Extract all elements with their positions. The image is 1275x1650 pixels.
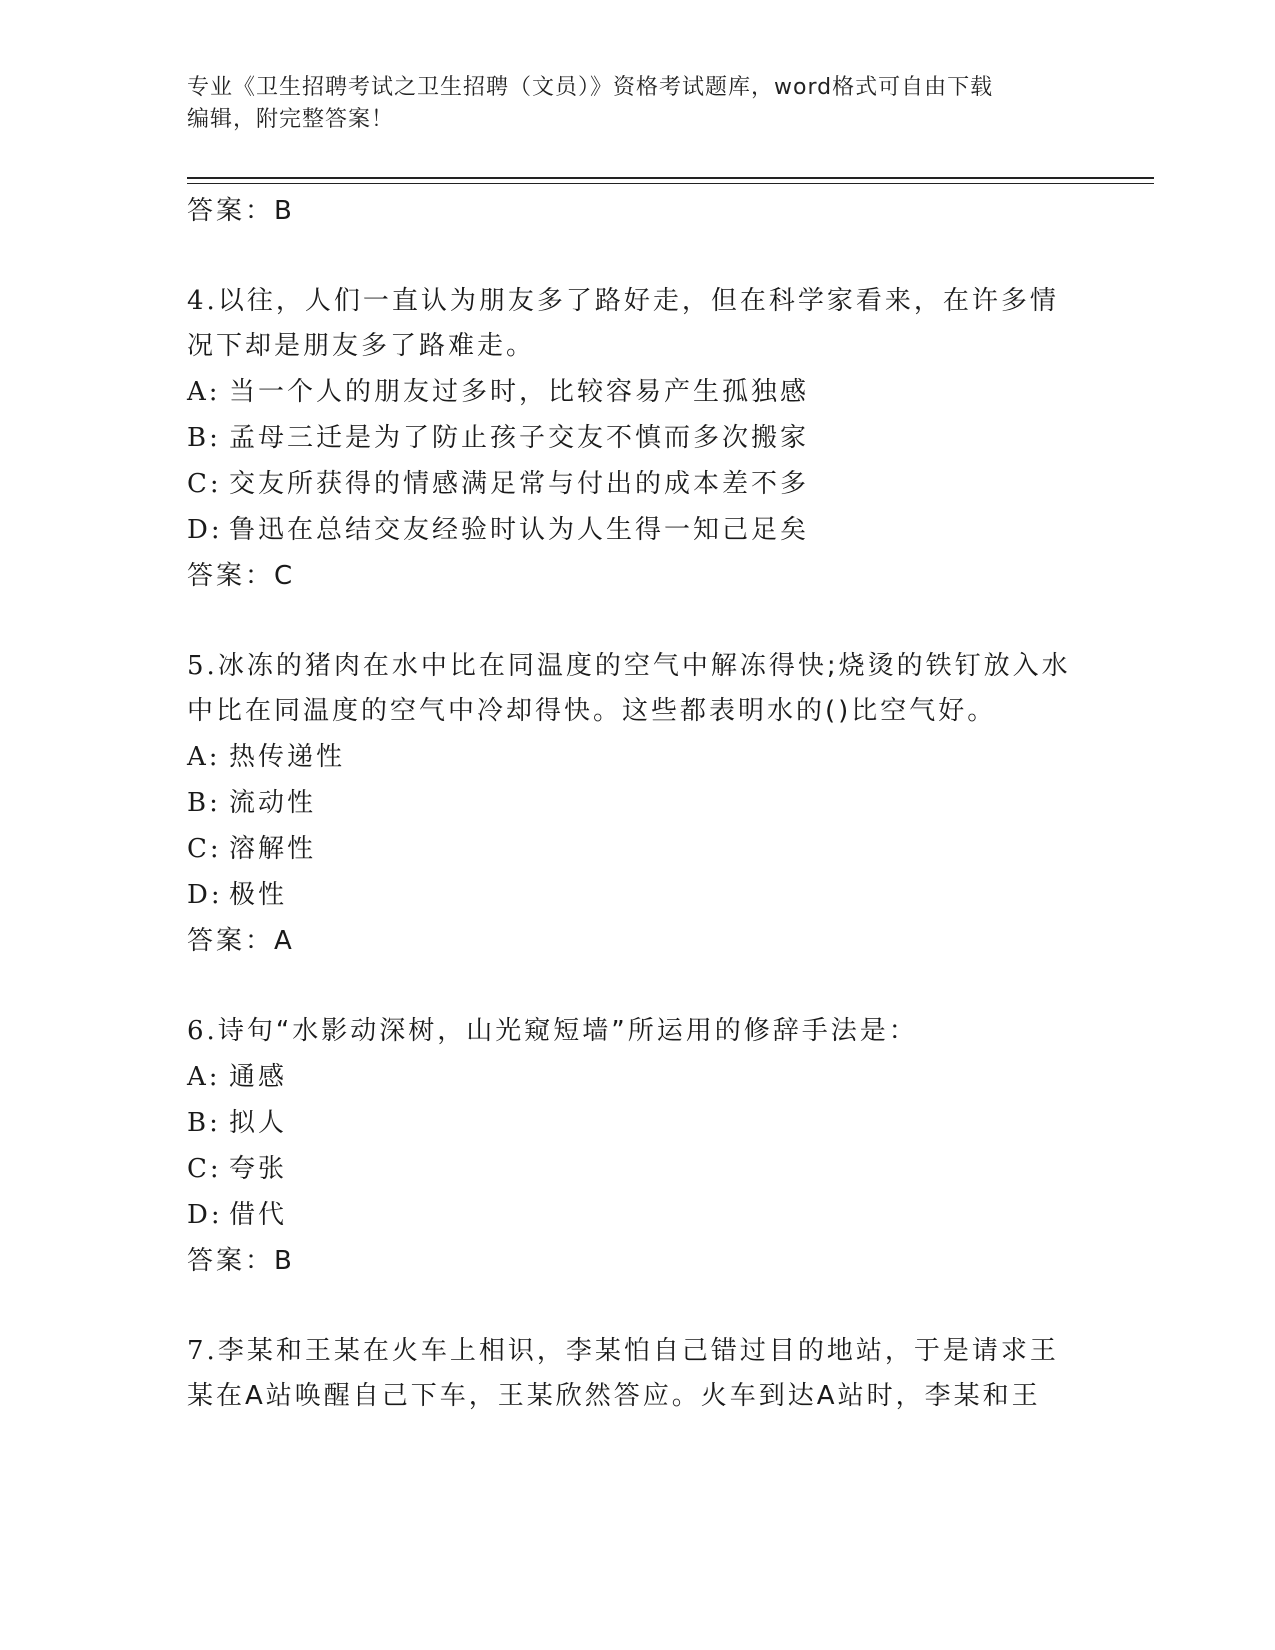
header-divider-thick [187,177,1154,179]
option-letter: B: [187,1108,221,1138]
option-d [187,872,1087,918]
option-text: 交友所获得的情感满足常与付出的成本差不多 [229,469,810,499]
question-text-line-2: 某在A站唤醒自己下车，王某欣然答应。火车到达A站时，李某和王 [187,1381,1041,1411]
option-c [187,461,1087,507]
option-text: 拟人 [229,1108,288,1138]
question-text [187,1329,1087,1374]
question-text-line-2: 况下却是朋友多了路难走。 [187,331,536,361]
option-letter: A: [187,742,221,772]
option-text: 借代 [229,1200,288,1230]
option-letter: C: [187,469,222,499]
question-text [187,279,1087,324]
option-text: 流动性 [229,788,317,818]
header-line-1: 专业《卫生招聘考试之卫生招聘（文员）》资格考试题库，word格式可自由下载 [187,75,994,100]
option-c [187,1146,1087,1192]
question-number: 5. [187,651,218,681]
option-letter: A: [187,377,221,407]
answer-6: 答案：B [187,1246,295,1276]
option-b [187,415,1087,461]
answer-previous: 答案：B [187,196,295,226]
answer-4: 答案：C [187,561,296,591]
option-letter: C: [187,834,222,864]
question-number: 7. [187,1336,218,1366]
option-b [187,780,1087,826]
option-b [187,1100,1087,1146]
question-text-line-1: 冰冻的猪肉在水中比在同温度的空气中解冻得快;烧烫的铁钉放入水 [217,651,1071,681]
option-letter: B: [187,788,221,818]
question-text-line-1: 李某和王某在火车上相识，李某怕自己错过目的地站，于是请求王 [217,1336,1059,1366]
option-text: 夸张 [229,1154,288,1184]
question-number: 6. [187,1016,218,1046]
option-letter: D: [187,1200,223,1230]
question-5 [187,644,1087,964]
option-letter: D: [187,880,223,910]
option-text: 当一个人的朋友过多时，比较容易产生孤独感 [229,377,810,407]
option-a [187,734,1087,780]
option-letter: D: [187,515,223,545]
header-line-2: 编辑，附完整答案！ [187,107,395,132]
question-6 [187,1009,1087,1284]
answer-5: 答案：A [187,926,295,956]
option-text: 溶解性 [229,834,317,864]
option-text: 极性 [229,880,288,910]
option-a [187,369,1087,415]
option-text: 鲁迅在总结交友经验时认为人生得一知己足矣 [229,515,810,545]
option-letter: B: [187,423,221,453]
option-letter: C: [187,1154,222,1184]
option-text: 通感 [229,1062,288,1092]
question-content [187,188,1087,1419]
option-d [187,1192,1087,1238]
option-a [187,1054,1087,1100]
question-7 [187,1329,1087,1419]
option-text: 孟母三迁是为了防止孩子交友不慎而多次搬家 [229,423,810,453]
question-number: 4. [187,286,218,316]
page-header [187,72,1067,136]
option-d [187,507,1087,553]
question-text [187,644,1087,689]
question-text [187,1009,1087,1054]
question-text-line-1: 以往，人们一直认为朋友多了路好走，但在科学家看来，在许多情 [217,286,1059,316]
option-c [187,826,1087,872]
question-text-line-2: 中比在同温度的空气中冷却得快。这些都表明水的()比空气好。 [187,696,997,726]
question-4 [187,279,1087,599]
option-text: 热传递性 [229,742,346,772]
option-letter: A: [187,1062,221,1092]
header-divider-thin [187,183,1154,184]
question-text-line-1: 诗句“水影动深树，山光窥短墙”所运用的修辞手法是： [217,1016,918,1046]
